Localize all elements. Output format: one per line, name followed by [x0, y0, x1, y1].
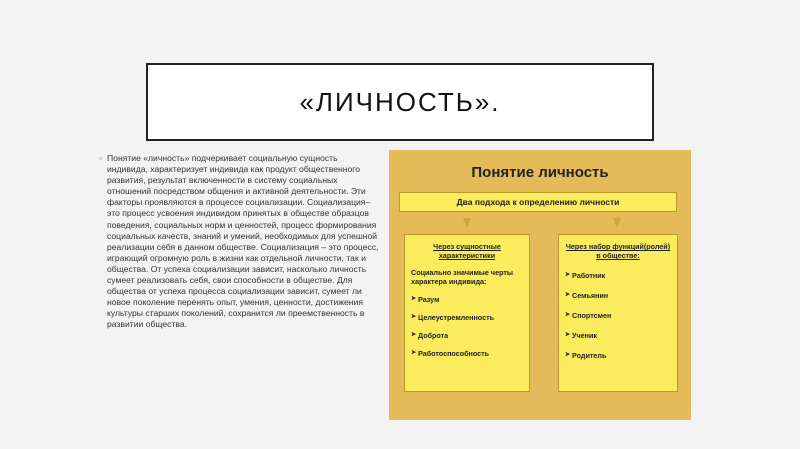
traits-list — [405, 295, 529, 358]
list-item: ➤ Семьянин — [565, 291, 677, 300]
bullet-marker: ▫ — [99, 154, 102, 163]
approaches-bar — [399, 192, 677, 212]
slide-title: «ЛИЧНОСТЬ». — [299, 86, 501, 117]
social-roles-box — [558, 234, 678, 392]
essential-characteristics-box — [404, 234, 530, 392]
left-column-subheading: Социально значимые черты характера индивида: — [411, 268, 514, 286]
connector-arrow-right — [613, 218, 621, 228]
diagram-title: Понятие личность — [471, 164, 609, 181]
body-text-block — [99, 153, 379, 331]
right-column-heading: Через набор функций(ролей) в обществе: — [565, 242, 671, 260]
approaches-label: Два подхода к определению личности — [456, 197, 620, 207]
list-item: ➤ Доброта — [411, 331, 529, 340]
list-item: ➤ Родитель — [565, 351, 677, 360]
list-item: ➤ Работник — [565, 271, 677, 280]
title-box — [146, 63, 654, 141]
list-item: ➤ Разум — [411, 295, 529, 304]
list-item: ➤ Спортсмен — [565, 311, 677, 320]
list-item: ➤ Работоспособность — [411, 349, 529, 358]
left-column-heading: Через сущностные характеристики — [433, 242, 501, 260]
roles-list — [559, 271, 677, 360]
list-item: ➤ Ученик — [565, 331, 677, 340]
body-paragraph: Понятие «личность» подчеркивает социальную сущность индивида, характеризует индивида как продукт общественного развития, результат включенности в систему социальных отношений посредством общения и активной деятельности. Эти факторы проявляются в процессе социализации. Социализация– это процесс усвоения индивидом принятых в обществе образцов поведения, социальных норм и ценностей, процесс формирования социальных качеств, знаний и умений, необходимых для успешной реализации себя в данном обществе. Социализация – это процесс, играющий огромную роль в жизни как отдельной личности, так и общества. От успеха социализации зависит, насколько личность сумеет реализовать себя, свои способности в обществе. Для общества от успеха процесса социализации зависит, сумеет ли новое поколение перенять опыт, умения, ценности, достижения культуры старших поколений, сохранится ли преемственность в развитии общества. — [107, 153, 379, 330]
list-item: ➤ Целеустремленность — [411, 313, 529, 322]
connector-arrow-left — [463, 218, 471, 228]
concept-diagram — [389, 150, 691, 420]
